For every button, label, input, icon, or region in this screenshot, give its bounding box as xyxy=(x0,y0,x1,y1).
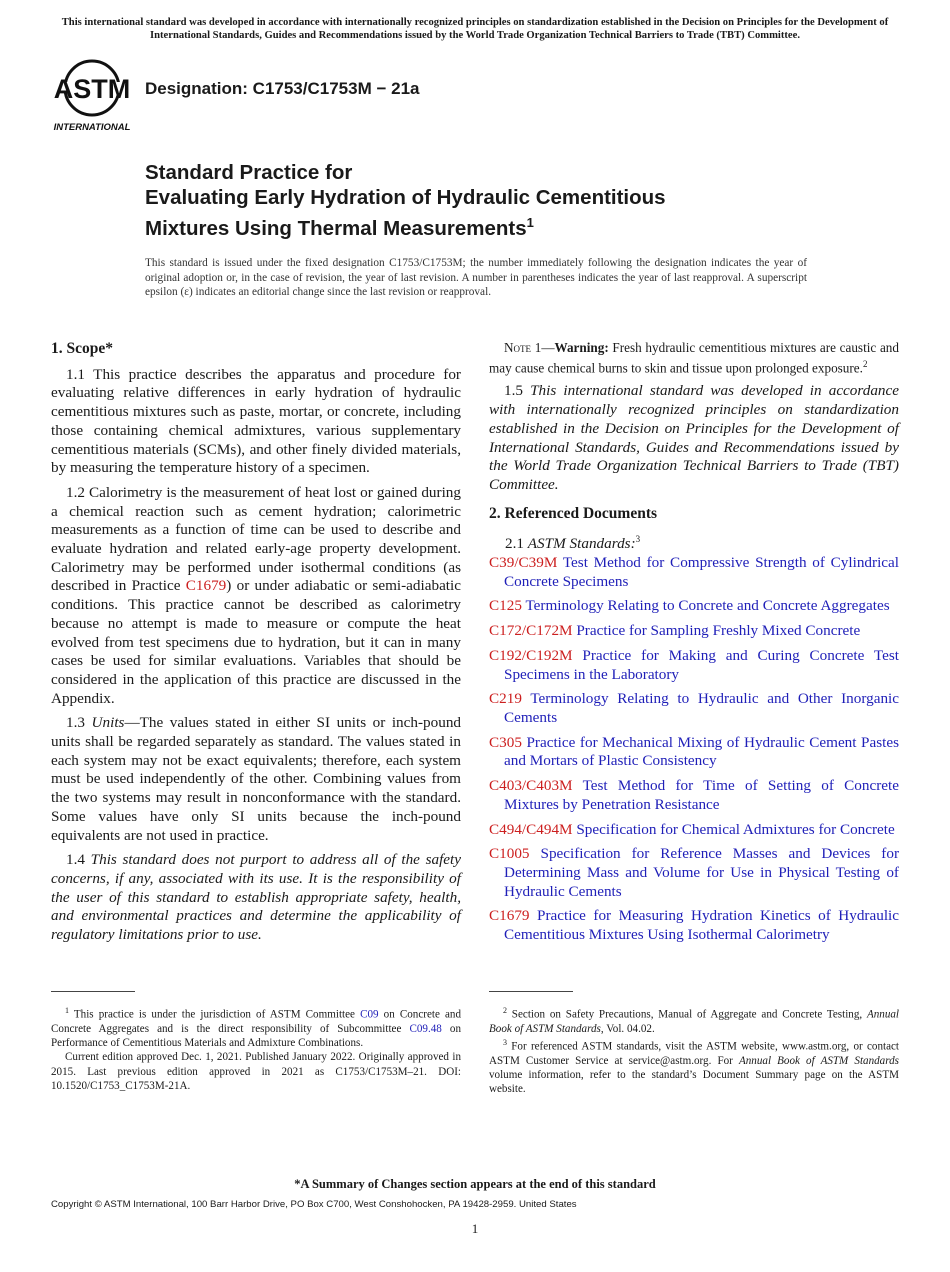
footnote-3-mark: 3 xyxy=(503,1038,507,1048)
footnote-rule-left xyxy=(51,991,135,992)
footnote-2-text-b: , Vol. 04.02. xyxy=(600,1022,655,1035)
reference-item[interactable] xyxy=(489,690,899,727)
paragraph-1-2-text-a: 1.2 Calorimetry is the measurement of heat lost or gained during a chemical reaction such as cement hydration; calorimetric measurements as a function of time can be used to describe and evaluate hydration and related early-age property development. Calorimetry may be performed under isothermal conditions (as described in Practice xyxy=(51,483,461,595)
title-line-1: Standard Practice for xyxy=(145,161,353,184)
page-number: 1 xyxy=(471,1221,479,1236)
astm-standards-footnote-mark: 3 xyxy=(635,534,641,545)
astm-standards-label: ASTM Standards: xyxy=(527,535,636,553)
reference-code[interactable]: C219 xyxy=(489,690,522,708)
reference-item[interactable] xyxy=(489,845,899,901)
reference-item[interactable] xyxy=(489,554,899,591)
referenced-documents-heading: 2. Referenced Documents xyxy=(489,504,658,522)
paragraph-1-3-text: —The values stated in either SI units or inch-pound units shall be regarded separately as standard. The values stated in each system may not be exact equivalents; therefore, each system must be used independently of the other. Combining values from the two systems may result in nonconformance with the standard. Some values have only SI units because the inch-pound equivalents are not used in practice. xyxy=(51,714,462,844)
reference-title[interactable]: Practice for Sampling Freshly Mixed Concrete xyxy=(576,622,861,640)
note-1: Note 1—Warning: Fresh hydraulic cementitious mixtures are caustic and may cause chemical burns to skin and tissue upon prolonged exposure.$^2$ xyxy=(489,340,899,376)
footnote-3-book: Annual Book of ASTM Standards xyxy=(738,1054,899,1067)
summary-of-changes-note: *A Summary of Changes section appears at the end of this standard xyxy=(294,1177,656,1191)
note-label: Note 1 xyxy=(504,340,542,355)
astm-standards-num: 2.1 xyxy=(505,535,528,553)
reference-code[interactable]: C403/C403M xyxy=(489,777,573,795)
reference-item[interactable] xyxy=(489,647,899,684)
footnote-rule-right xyxy=(489,991,573,992)
paragraph-1-3 xyxy=(51,714,461,845)
footnote-2-book: Annual Book of ASTM Standards xyxy=(489,1008,899,1035)
reference-title[interactable]: Test Method for Compressive Strength of Cylindrical Concrete Specimens xyxy=(504,554,899,590)
paragraph-1-1: 1.1 This practice describes the apparatus and procedure for evaluating relative differences in early hydration of hydraulic cementitious mixtures such as paste, mortar, or concrete, including those containing chemical admixtures, various supplementary cementitious materials (SCMs), and other finely divided materials, by measuring the temperature history of a specimen. xyxy=(51,365,461,477)
paragraph-1-4 xyxy=(51,851,461,945)
title-line-3 xyxy=(145,210,845,241)
footnote-3-text-a: For referenced ASTM standards, visit the ASTM website, www.astm.org, or contact ASTM Customer Service at service@astm.org. For xyxy=(489,1040,899,1067)
footnote-1-edition: Current edition approved Dec. 1, 2021. Published January 2022. Originally approved in 2015. Last previous edition approved in 2021 as C1753/C1753M–21. DOI: 10.1520/C1753_C1753M-21A. xyxy=(51,1051,461,1092)
reference-title[interactable]: Terminology Relating to Concrete and Concrete Aggregates xyxy=(525,597,890,615)
astm-logo xyxy=(52,56,136,134)
reference-list xyxy=(489,554,899,945)
footnote-1-text-b: on Concrete and Concrete Aggregates and is the direct responsibility of Subcommittee xyxy=(51,1008,461,1035)
note-warning: Warning: xyxy=(554,340,609,355)
astm-standards-subheading xyxy=(505,530,899,554)
reference-title[interactable]: Practice for Mechanical Mixing of Hydraulic Cement Pastes and Mortars of Plastic Consistency xyxy=(504,733,900,770)
issue-note: This standard is issued under the fixed designation C1753/C1753M; the number immediately following the designation indicates the year of original adoption or, in the case of revision, the year of last revision. A number in parentheses indicates the year of last reapproval. A superscript epsilon (ε) indicates an editorial change since the last revision or reapproval. xyxy=(145,257,807,298)
reference-item[interactable] xyxy=(489,821,899,840)
paragraph-1-3-label: Units xyxy=(91,714,125,732)
reference-code[interactable]: C192/C192M xyxy=(489,646,573,664)
reference-item[interactable] xyxy=(489,597,899,616)
paragraph-1-3-num: 1.3 xyxy=(66,714,92,732)
paragraph-1-2 xyxy=(51,484,461,708)
title-line-2: Evaluating Early Hydration of Hydraulic Cementitious xyxy=(145,186,666,209)
international-standard-notice: This international standard was developed in accordance with internationally recognized principles on standardization established in the Decision on Principles for the Development of International Standards, Guides and Recommendations issued by the World Trade Organization Technical Barriers to Trade (TBT) Committee. xyxy=(61,17,889,41)
footnote-2-mark: 2 xyxy=(503,1006,507,1015)
reference-item[interactable] xyxy=(489,734,899,771)
reference-code[interactable]: C39/C39M xyxy=(489,554,558,572)
footnote-2 xyxy=(489,1004,899,1036)
document-title xyxy=(145,160,845,241)
right-column xyxy=(489,340,899,951)
reference-title[interactable]: Terminology Relating to Hydraulic and Other Inorganic Cements xyxy=(504,690,899,726)
title-footnote-mark: 1 xyxy=(526,215,534,230)
copyright: Copyright © ASTM International, 100 Barr Harbor Drive, PO Box C700, West Conshohocken, PA 19428-2959. United States xyxy=(51,1199,577,1210)
footnote-3-text-b: volume information, refer to the standard’s Document Summary page on the ASTM website. xyxy=(489,1069,899,1096)
footnote-1-text-c: on Performance of Cementitious Materials and Admixture Combinations. xyxy=(51,1022,461,1050)
logo-text: ASTM xyxy=(53,74,131,104)
paragraph-1-2-text-b: ) or under adiabatic or semi-adiabatic conditions. This practice cannot be described as calorimetry because no attempt is made to measure or compute the heat evolved from test specimens due to hydration, but it can in many cases be used for similar evaluations. Variables that should be considered in the application of this practice are discussed in the Appendix. xyxy=(51,577,461,707)
reference-item[interactable] xyxy=(489,777,899,814)
reference-code[interactable]: C305 xyxy=(489,733,522,751)
footnotes-right xyxy=(489,1004,899,1097)
paragraph-1-4-num: 1.4 xyxy=(66,851,91,869)
left-column xyxy=(51,340,461,951)
note-text: Fresh hydraulic cementitious mixtures are caustic and may cause chemical burns to skin and tissue upon prolonged exposure. xyxy=(489,340,899,376)
reference-title[interactable]: Specification for Reference Masses and Devices for Determining Mass and Volume for Use in Physical Testing of Hydraulic Cements xyxy=(504,845,900,900)
reference-title[interactable]: Practice for Making and Curing Concrete Test Specimens in the Laboratory xyxy=(504,646,900,683)
link-c09-48[interactable]: C09.48 xyxy=(409,1022,442,1035)
footnote-1 xyxy=(51,1004,461,1050)
reference-item[interactable] xyxy=(489,907,899,944)
footnote-3 xyxy=(489,1036,899,1097)
footnote-1-text-a: This practice is under the jurisdiction of ASTM Committee xyxy=(69,1008,361,1021)
reference-title[interactable]: Practice for Measuring Hydration Kinetics of Hydraulic Cementitious Mixtures Using Isothermal Calorimetry xyxy=(504,907,899,944)
paragraph-1-4-text: This standard does not purport to address all of the safety concerns, if any, associated with its use. It is the responsibility of the user of this standard to establish appropriate safety, health, and environmental practices and determine the applicability of regulatory limitations prior to use. xyxy=(51,851,462,944)
note-footnote-mark: 2 xyxy=(862,359,868,369)
reference-code[interactable]: C1005 xyxy=(489,845,530,863)
link-c09[interactable]: C09 xyxy=(360,1008,379,1021)
footnote-2-text-a: Section on Safety Precautions, Manual of Aggregate and Concrete Testing, xyxy=(507,1008,867,1021)
logo-subtext: INTERNATIONAL xyxy=(53,122,131,133)
footnote-1-mark: 1 xyxy=(65,1006,69,1015)
footnotes-left xyxy=(51,1004,461,1093)
title-line-3-text: Mixtures Using Thermal Measurements xyxy=(145,216,527,240)
paragraph-1-5-num: 1.5 xyxy=(504,382,531,400)
scope-heading: 1. Scope* xyxy=(51,340,113,357)
reference-item[interactable] xyxy=(489,622,899,641)
paragraph-1-5 xyxy=(489,382,899,494)
reference-code[interactable]: C125 xyxy=(489,597,522,615)
reference-code[interactable]: C494/C494M xyxy=(489,820,573,838)
reference-code[interactable]: C1679 xyxy=(489,907,530,925)
reference-title[interactable]: Specification for Chemical Admixtures for Concrete xyxy=(576,820,895,838)
reference-title[interactable]: Test Method for Time of Setting of Concrete Mixtures by Penetration Resistance xyxy=(504,777,899,813)
designation: Designation: C1753/C1753M − 21a xyxy=(145,79,420,98)
link-c1679[interactable]: C1679 xyxy=(185,577,227,595)
reference-code[interactable]: C172/C172M xyxy=(489,622,573,640)
paragraph-1-5-text: This international standard was developed in accordance with internationally recognized principles on standardization established in the Decision on Principles for the Development of International Standards, Guides and Recommendations issued by the World Trade Organization Technical Barriers to Trade (TBT) Committee. xyxy=(489,382,900,493)
